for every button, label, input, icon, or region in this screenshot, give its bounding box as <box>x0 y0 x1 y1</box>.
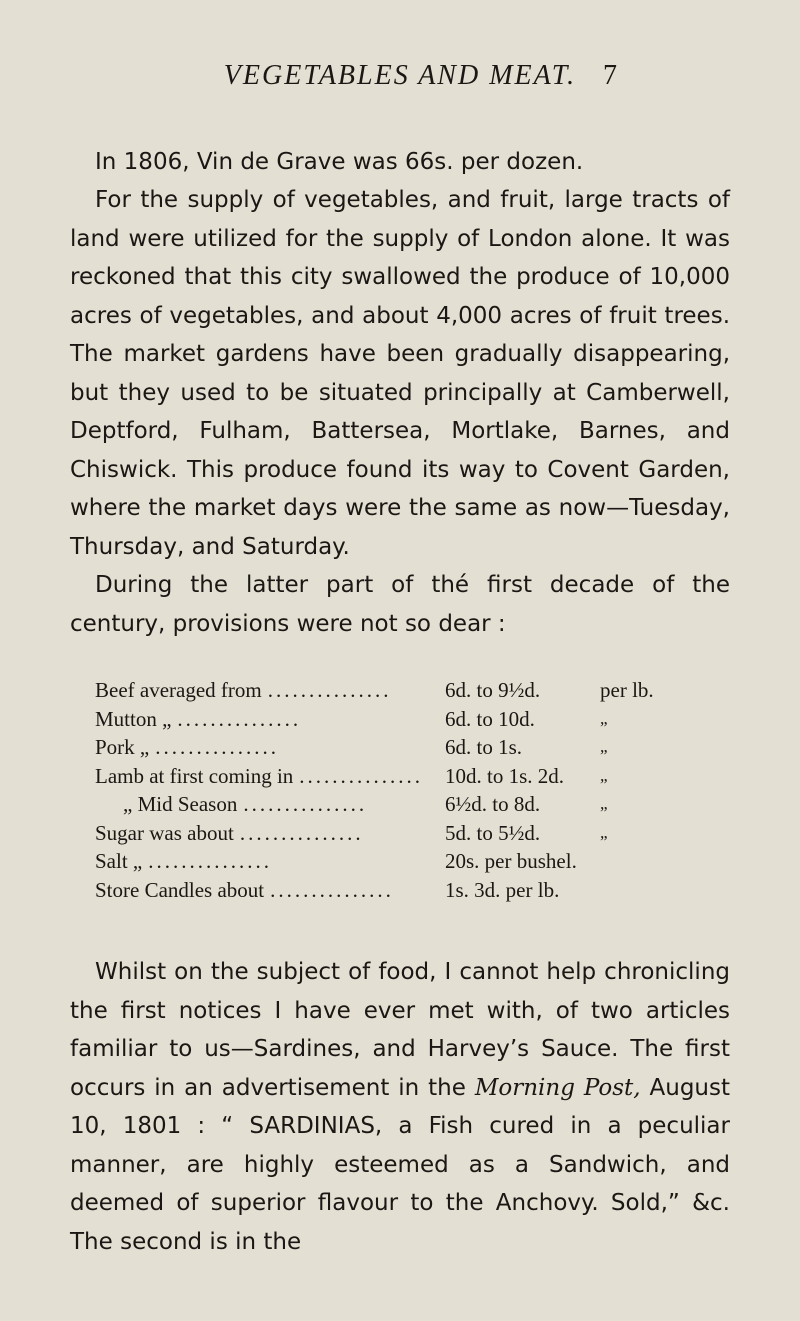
page-header <box>0 60 800 100</box>
table-row <box>95 819 735 848</box>
table-row <box>95 733 735 762</box>
item-label: Mutton „ ............... <box>95 706 302 731</box>
table-row <box>95 762 735 791</box>
newspaper-title: Morning Post, <box>474 1074 641 1101</box>
item-label: Pork „ ............... <box>95 735 279 759</box>
page-number: 7 <box>603 60 617 91</box>
item-price: 10d. to 1s. 2d. <box>445 763 565 788</box>
paragraph-vin-de-grave: In 1806, Vin de Grave was 66s. per dozen. <box>95 149 584 175</box>
paragraph-market-gardens: For the supply of vegetables, and fruit, large tracts of land were utilized for the supply of London alone. It was reckoned that this city swallowed the produce of 10,000 acres of vegetables, and about 4,000 acres of fruit trees. The market gardens have been gradually disappearing, but they used to be situated principally at Camberwell, Deptford, Fulham, Battersea, Mortlake, Barnes, and Chiswick. This produce found its way to Covent Garden, where the market days were the same as now—Tuesday, Thursday, and Saturday. <box>70 187 730 560</box>
item-label: Beef averaged from ............... <box>95 678 392 702</box>
item-unit: „ <box>600 794 608 813</box>
table-row <box>95 876 735 905</box>
item-price: 6d. to 1s. <box>445 735 523 759</box>
paragraph-sardines-sauce: Whilst on the subject of food, I cannot help chronicling the first notices I have ever met with, of two articles familiar to us—Sardines, and Harvey’s Sauce. The first occurs in an advertisement in the Morning Post, August 10, 1801 : “ SARDINIAS, a Fish cured in a peculiar manner, are highly esteemed as a Sandwich, and deemed of superior flavour to the Anchovy. Sold,” &c. The second is in the <box>70 959 730 1255</box>
item-unit: per lb. <box>600 678 654 702</box>
item-unit: „ <box>600 765 608 785</box>
item-price: 6½d. to 8d. <box>445 792 541 816</box>
item-label: Sugar was about ............... <box>95 820 364 845</box>
item-price: 1s. 3d. per lb. <box>445 877 560 902</box>
table-row <box>95 676 735 705</box>
item-label: Store Candles about ............... <box>95 877 394 902</box>
item-unit: „ <box>600 737 608 756</box>
item-price: 20s. per bushel. <box>445 849 577 873</box>
item-price: 5d. to 5½d. <box>445 820 541 845</box>
item-label: Lamb at first coming in ............... <box>95 763 424 788</box>
item-price: 6d. to 10d. <box>445 706 535 731</box>
provisions-price-table <box>95 676 735 904</box>
table-row <box>95 790 735 819</box>
table-row <box>95 705 735 734</box>
running-title: VEGETABLES AND MEAT. <box>223 60 577 91</box>
table-row <box>95 847 735 876</box>
item-unit: „ <box>600 822 608 842</box>
item-price: 6d. to 9½d. <box>445 678 541 702</box>
item-unit: „ <box>600 708 608 728</box>
item-label: Salt „ ............... <box>95 849 272 873</box>
item-label: „ Mid Season ............... <box>123 792 368 816</box>
paragraph-provisions-intro: During the latter part of thé first decade of the century, provisions were not so dear : <box>70 572 730 637</box>
